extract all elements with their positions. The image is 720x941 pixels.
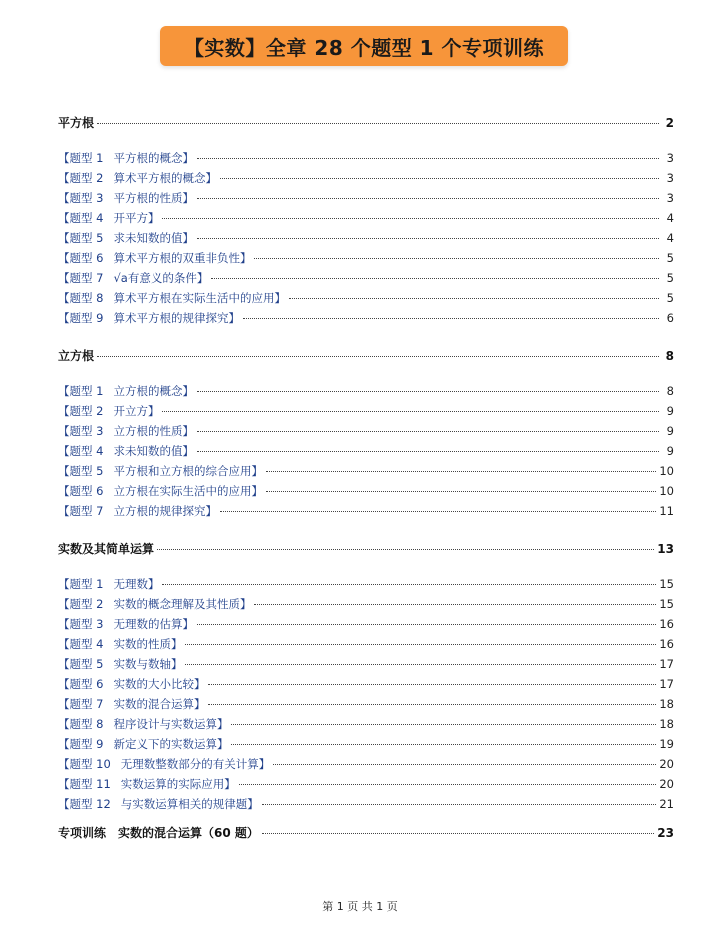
toc-entry[interactable]: 【题型 8 算术平方根在实际生活中的应用】 5 bbox=[58, 288, 674, 308]
toc-entry[interactable]: 【题型 5 平方根和立方根的综合应用】 10 bbox=[58, 461, 674, 481]
dot-leader bbox=[97, 356, 659, 357]
page-number: 20 bbox=[659, 777, 674, 791]
toc-entry[interactable]: 【题型 6 算术平方根的双重非负性】 5 bbox=[58, 248, 674, 268]
toc-entry[interactable]: 【题型 11 实数运算的实际应用】 20 bbox=[58, 774, 674, 794]
dot-leader bbox=[208, 704, 656, 705]
type-label: 题型 9 bbox=[69, 737, 104, 751]
type-label: 题型 8 bbox=[69, 717, 104, 731]
page-number: 3 bbox=[666, 151, 674, 165]
page-number: 11 bbox=[659, 504, 674, 518]
section-heading: 实数及其简单运算 bbox=[58, 542, 155, 556]
dot-leader bbox=[254, 604, 656, 605]
toc-entry[interactable]: 【题型 6 实数的大小比较】 17 bbox=[58, 674, 674, 694]
toc-entry[interactable]: 【题型 12 与实数运算相关的规律题】 21 bbox=[58, 794, 674, 814]
type-name: 实数的大小比较 bbox=[113, 677, 194, 691]
toc-entry[interactable]: 【题型 7 √a有意义的条件】 5 bbox=[58, 268, 674, 288]
type-label: 题型 10 bbox=[69, 757, 111, 771]
type-name: 平方根的概念 bbox=[113, 151, 183, 165]
special-name: 实数的混合运算（60 题） bbox=[118, 826, 259, 840]
dot-leader bbox=[262, 833, 654, 834]
page-number: 15 bbox=[659, 577, 674, 591]
type-label: 题型 6 bbox=[69, 484, 104, 498]
section-heading-row[interactable] bbox=[58, 112, 674, 134]
type-label: 题型 7 bbox=[69, 504, 104, 518]
table-of-contents bbox=[58, 112, 674, 844]
type-name: 无理数整数部分的有关计算 bbox=[120, 757, 259, 771]
page-number: 3 bbox=[666, 191, 674, 205]
page-number: 5 bbox=[666, 291, 674, 305]
dot-leader bbox=[289, 298, 659, 299]
dot-leader bbox=[162, 411, 659, 412]
toc-entry[interactable]: 【题型 1 无理数】 15 bbox=[58, 574, 674, 594]
type-name: 实数运算的实际应用 bbox=[120, 777, 225, 791]
toc-entry[interactable]: 【题型 3 立方根的性质】 9 bbox=[58, 421, 674, 441]
dot-leader bbox=[197, 391, 659, 392]
type-name: 立方根的概念 bbox=[113, 384, 183, 398]
type-name: 实数的概念理解及其性质 bbox=[113, 597, 240, 611]
page-number: 10 bbox=[659, 484, 674, 498]
type-name: 求未知数的值 bbox=[113, 231, 183, 245]
type-label: 题型 5 bbox=[69, 231, 104, 245]
dot-leader bbox=[162, 218, 659, 219]
toc-section-cube-root bbox=[58, 345, 674, 521]
type-name: 实数的混合运算 bbox=[113, 697, 194, 711]
type-name: 求未知数的值 bbox=[113, 444, 183, 458]
page-number: 5 bbox=[666, 271, 674, 285]
type-name: 立方根在实际生活中的应用 bbox=[113, 484, 252, 498]
page-number: 4 bbox=[666, 231, 674, 245]
page-number: 17 bbox=[659, 657, 674, 671]
dot-leader bbox=[254, 258, 659, 259]
dot-leader bbox=[220, 178, 659, 179]
page-number: 18 bbox=[659, 697, 674, 711]
type-label: 题型 3 bbox=[69, 191, 104, 205]
type-name: 平方根和立方根的综合应用 bbox=[113, 464, 252, 478]
page-number: 4 bbox=[666, 211, 674, 225]
type-name: 立方根的性质 bbox=[113, 424, 183, 438]
page-number: 20 bbox=[659, 757, 674, 771]
page-number: 9 bbox=[666, 424, 674, 438]
dot-leader bbox=[266, 471, 656, 472]
title-banner bbox=[160, 26, 568, 66]
toc-section-square-root bbox=[58, 112, 674, 328]
toc-entry[interactable]: 【题型 9 新定义下的实数运算】 19 bbox=[58, 734, 674, 754]
dot-leader bbox=[197, 451, 659, 452]
toc-entry[interactable]: 【题型 2 实数的概念理解及其性质】 15 bbox=[58, 594, 674, 614]
page-number: 10 bbox=[659, 464, 674, 478]
dot-leader bbox=[197, 624, 656, 625]
page-number: 17 bbox=[659, 677, 674, 691]
toc-entry[interactable]: 【题型 3 无理数的估算】 16 bbox=[58, 614, 674, 634]
type-label: 题型 9 bbox=[69, 311, 104, 325]
toc-entry[interactable]: 【题型 1 平方根的概念】 3 bbox=[58, 148, 674, 168]
type-label: 题型 1 bbox=[69, 577, 104, 591]
toc-entry[interactable]: 【题型 2 算术平方根的概念】 3 bbox=[58, 168, 674, 188]
type-label: 题型 7 bbox=[69, 697, 104, 711]
dot-leader bbox=[220, 511, 656, 512]
page-number: 19 bbox=[659, 737, 674, 751]
type-name: 实数的性质 bbox=[113, 637, 171, 651]
type-name: 无理数 bbox=[113, 577, 148, 591]
type-name: 与实数运算相关的规律题 bbox=[120, 797, 248, 811]
type-label: 题型 7 bbox=[69, 271, 104, 285]
page-number: 9 bbox=[666, 444, 674, 458]
toc-entry[interactable]: 【题型 6 立方根在实际生活中的应用】 10 bbox=[58, 481, 674, 501]
toc-entry[interactable]: 【题型 7 立方根的规律探究】 11 bbox=[58, 501, 674, 521]
page-number: 3 bbox=[666, 171, 674, 185]
toc-entry[interactable]: 【题型 9 算术平方根的规律探究】 6 bbox=[58, 308, 674, 328]
page-number: 18 bbox=[659, 717, 674, 731]
dot-leader bbox=[97, 123, 659, 124]
page-number: 21 bbox=[659, 797, 674, 811]
page-number: 23 bbox=[657, 826, 674, 840]
type-name: 算术平方根的概念 bbox=[113, 171, 206, 185]
dot-leader bbox=[273, 764, 656, 765]
type-label: 题型 5 bbox=[69, 464, 104, 478]
dot-leader bbox=[197, 431, 659, 432]
type-label: 题型 8 bbox=[69, 291, 104, 305]
toc-entry[interactable]: 【题型 8 程序设计与实数运算】 18 bbox=[58, 714, 674, 734]
type-label: 题型 6 bbox=[69, 677, 104, 691]
page-number: 8 bbox=[665, 349, 674, 363]
page-number: 15 bbox=[659, 597, 674, 611]
dot-leader bbox=[185, 644, 656, 645]
page-number: 16 bbox=[659, 637, 674, 651]
type-label: 题型 1 bbox=[69, 151, 104, 165]
type-name: 立方根的规律探究 bbox=[113, 504, 206, 518]
type-label: 题型 4 bbox=[69, 444, 104, 458]
type-name: 新定义下的实数运算 bbox=[113, 737, 217, 751]
toc-entry[interactable]: 【题型 5 求未知数的值】 4 bbox=[58, 228, 674, 248]
page-number: 6 bbox=[666, 311, 674, 325]
page-number: 2 bbox=[665, 116, 674, 130]
dot-leader bbox=[266, 491, 656, 492]
section-heading: 平方根 bbox=[58, 116, 95, 130]
page-number: 9 bbox=[666, 404, 674, 418]
dot-leader bbox=[243, 318, 659, 319]
toc-section-real-numbers bbox=[58, 538, 674, 814]
dot-leader bbox=[262, 804, 657, 805]
type-label: 题型 3 bbox=[69, 617, 104, 631]
toc-entry[interactable]: 【题型 4 开平方】 4 bbox=[58, 208, 674, 228]
type-name: 开立方 bbox=[113, 404, 148, 418]
special-label: 专项训练 bbox=[58, 826, 107, 840]
toc-entry[interactable]: 【题型 5 实数与数轴】 17 bbox=[58, 654, 674, 674]
toc-entry[interactable]: 【题型 1 立方根的概念】 8 bbox=[58, 381, 674, 401]
type-label: 题型 4 bbox=[69, 211, 104, 225]
type-name: 程序设计与实数运算 bbox=[113, 717, 217, 731]
special-training-row[interactable] bbox=[58, 822, 674, 844]
page-number: 13 bbox=[657, 542, 674, 556]
toc-entry[interactable]: 【题型 4 实数的性质】 16 bbox=[58, 634, 674, 654]
dot-leader bbox=[231, 744, 656, 745]
dot-leader bbox=[239, 784, 657, 785]
dot-leader bbox=[211, 278, 659, 279]
dot-leader bbox=[231, 724, 656, 725]
type-label: 题型 11 bbox=[69, 777, 111, 791]
dot-leader bbox=[208, 684, 656, 685]
type-label: 题型 3 bbox=[69, 424, 104, 438]
type-name: 实数与数轴 bbox=[113, 657, 171, 671]
toc-entry[interactable]: 【题型 4 求未知数的值】 9 bbox=[58, 441, 674, 461]
dot-leader bbox=[197, 158, 659, 159]
page-number: 5 bbox=[666, 251, 674, 265]
type-label: 题型 5 bbox=[69, 657, 104, 671]
dot-leader bbox=[197, 198, 659, 199]
type-name: 算术平方根的双重非负性 bbox=[113, 251, 240, 265]
section-heading-row[interactable] bbox=[58, 345, 674, 367]
dot-leader bbox=[197, 238, 659, 239]
dot-leader bbox=[185, 664, 656, 665]
type-name: 算术平方根的规律探究 bbox=[113, 311, 229, 325]
toc-entry[interactable]: 【题型 10 无理数整数部分的有关计算】 20 bbox=[58, 754, 674, 774]
type-name: 无理数的估算 bbox=[113, 617, 183, 631]
type-label: 题型 1 bbox=[69, 384, 104, 398]
dot-leader bbox=[162, 584, 656, 585]
type-label: 题型 2 bbox=[69, 597, 104, 611]
page-footer: 第 1 页 共 1 页 bbox=[322, 900, 398, 913]
section-heading-row[interactable] bbox=[58, 538, 674, 560]
toc-entry[interactable]: 【题型 2 开立方】 9 bbox=[58, 401, 674, 421]
page-number: 16 bbox=[659, 617, 674, 631]
type-name: 开平方 bbox=[113, 211, 148, 225]
type-name: 算术平方根在实际生活中的应用 bbox=[113, 291, 275, 305]
type-label: 题型 12 bbox=[69, 797, 111, 811]
type-name: √a有意义的条件 bbox=[113, 271, 197, 285]
toc-entry[interactable]: 【题型 7 实数的混合运算】 18 bbox=[58, 694, 674, 714]
page-number: 8 bbox=[666, 384, 674, 398]
document-title: 【实数】全章 28 个题型 1 个专项训练 bbox=[183, 35, 545, 60]
toc-entry[interactable]: 【题型 3 平方根的性质】 3 bbox=[58, 188, 674, 208]
section-heading: 立方根 bbox=[58, 349, 95, 363]
type-label: 题型 2 bbox=[69, 171, 104, 185]
type-label: 题型 4 bbox=[69, 637, 104, 651]
type-label: 题型 2 bbox=[69, 404, 104, 418]
dot-leader bbox=[157, 549, 654, 550]
type-name: 平方根的性质 bbox=[113, 191, 183, 205]
type-label: 题型 6 bbox=[69, 251, 104, 265]
